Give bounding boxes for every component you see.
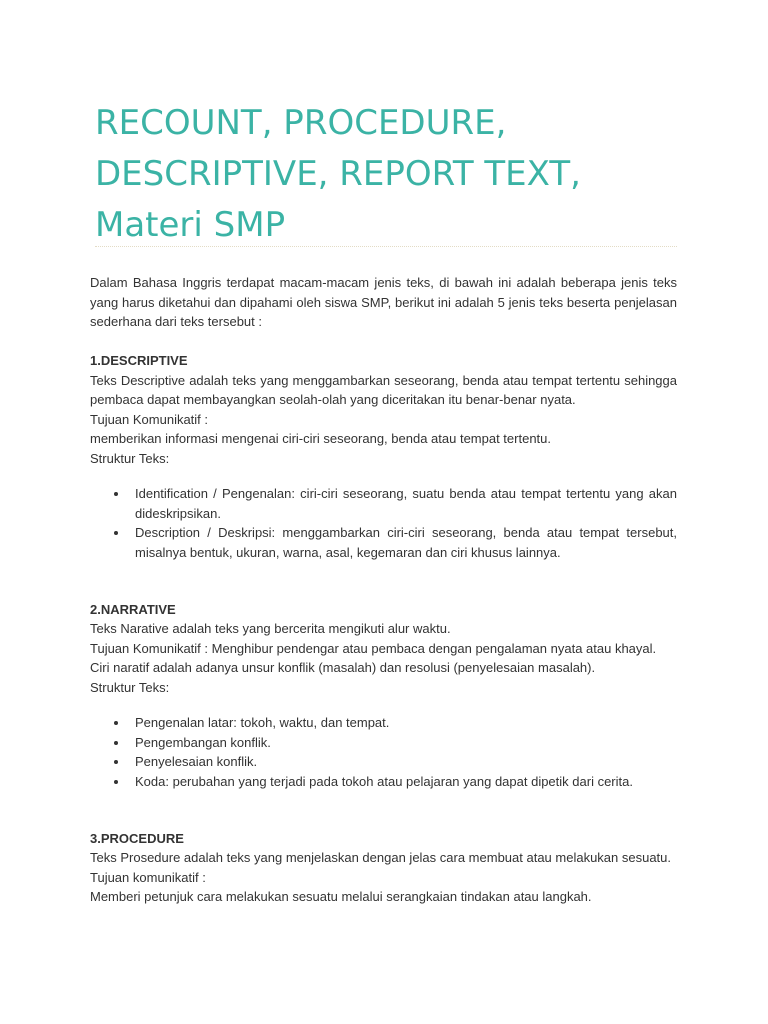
title-line-3: Materi SMP xyxy=(95,205,286,245)
page-title xyxy=(95,98,695,251)
section-procedure xyxy=(90,829,677,907)
section-heading: 1.DESCRIPTIVE xyxy=(90,353,188,368)
section-definition: Teks Prosedure adalah teks yang menjelaskan dengan jelas cara membuat atau melakukan sesuatu. xyxy=(90,850,672,865)
title-line-2: DESCRIPTIVE, REPORT TEXT, xyxy=(95,154,581,194)
purpose-text: Tujuan Komunikatif : Menghibur pendengar atau pembaca dengan pengalaman nyata atau khayal. xyxy=(90,640,657,656)
list-item: Koda: perubahan yang terjadi pada tokoh atau pelajaran yang dapat dipetik dari cerita. xyxy=(135,772,677,792)
purpose-text: memberikan informasi mengenai ciri-ciri seseorang, benda atau tempat tertentu. xyxy=(90,431,552,446)
section-narrative xyxy=(90,600,677,792)
purpose-text: Memberi petunjuk cara melakukan sesuatu melalui serangkaian tindakan atau langkah. xyxy=(90,889,592,904)
purpose-label: Tujuan Komunikatif : xyxy=(90,411,209,427)
list-item: Penyelesaian konflik. xyxy=(135,752,677,772)
section-heading: 2.NARRATIVE xyxy=(90,601,176,617)
list-item: Identification / Pengenalan: ciri-ciri seseorang, suatu benda atau tempat tertentu yang akan dideskripsikan. xyxy=(135,484,677,523)
purpose-label: Tujuan komunikatif : xyxy=(90,869,206,885)
structure-label: Struktur Teks: xyxy=(90,679,170,695)
feature-text: Ciri naratif adalah adanya unsur konflik (masalah) dan resolusi (penyelesaian masalah). xyxy=(90,660,596,675)
section-definition: Teks Descriptive adalah teks yang menggambarkan seseorang, benda atau tempat tertentu sehingga pembaca dapat membayangkan seolah-olah yang diceritakan itu benar-benar nyata. xyxy=(90,372,677,407)
list-item: Pengenalan latar: tokoh, waktu, dan tempat. xyxy=(135,713,677,733)
intro-paragraph: Dalam Bahasa Inggris terdapat macam-macam jenis teks, di bawah ini adalah beberapa jenis teks yang harus diketahui dan dipahami oleh siswa SMP, berikut ini adalah 5 jenis teks beserta penjelasan sederhana dari teks tersebut : xyxy=(90,275,677,329)
list-item: Description / Deskripsi: menggambarkan ciri-ciri seseorang, benda atau tempat tersebut, misalnya bentuk, ukuran, warna, asal, kegemaran dan ciri khusus lainnya. xyxy=(135,523,677,562)
section-heading: 3.PROCEDURE xyxy=(90,830,184,846)
title-divider xyxy=(95,246,677,247)
article-body xyxy=(90,273,677,907)
structure-list xyxy=(90,713,677,791)
title-line-1: RECOUNT, PROCEDURE, xyxy=(95,103,507,143)
list-item: Pengembangan konflik. xyxy=(135,733,677,753)
structure-label: Struktur Teks: xyxy=(90,450,170,466)
structure-list xyxy=(90,484,677,562)
section-definition: Teks Narative adalah teks yang bercerita mengikuti alur waktu. xyxy=(90,621,451,636)
section-descriptive xyxy=(90,351,677,562)
